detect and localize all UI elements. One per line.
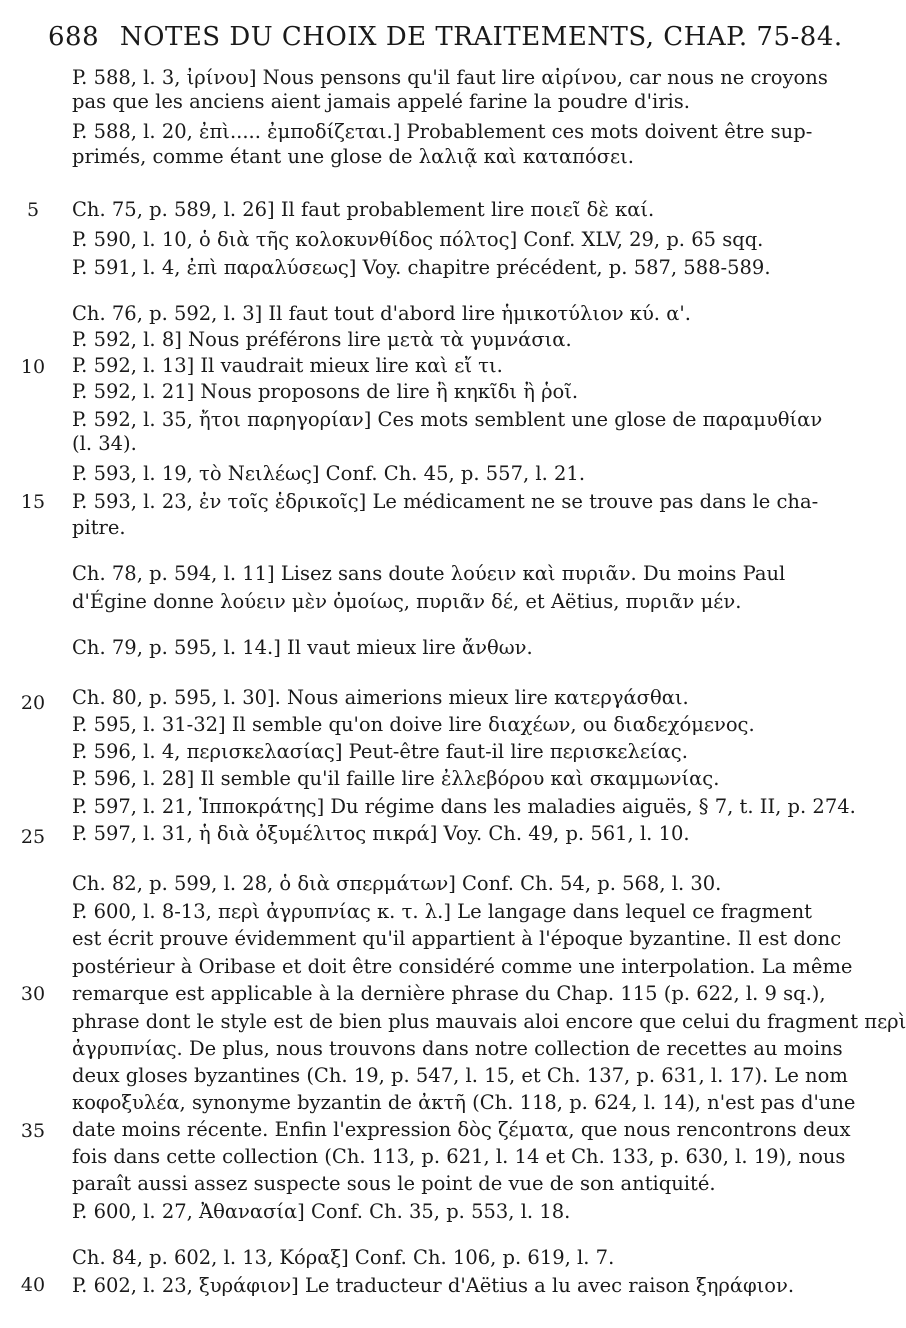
text-line: P. 597, l. 31, ἡ διὰ ὀξυμέλιτος πικρά] Voy. Ch. 49, p. 561, l. 10. xyxy=(72,822,690,845)
margin-line-number: 20 xyxy=(20,692,46,714)
margin-line-number: 5 xyxy=(26,199,40,221)
text-line: ἀγρυπνίας. De plus, nous trouvons dans notre collection de recettes au moins xyxy=(72,1037,843,1060)
text-line: κοφοξυλέα, synonyme byzantin de ἀκτῆ (Ch. 118, p. 624, l. 14), n'est pas d'une xyxy=(72,1091,856,1114)
margin-line-number: 30 xyxy=(20,983,46,1005)
text-line: remarque est applicable à la dernière phrase du Chap. 115 (p. 622, l. 9 sq.), xyxy=(72,982,826,1005)
text-line: Ch. 76, p. 592, l. 3] Il faut tout d'abord lire ἡμικοτύλιον κύ. α'. xyxy=(72,302,691,325)
text-line: P. 592, l. 13] Il vaudrait mieux lire καὶ εἴ τι. xyxy=(72,354,503,377)
text-line: deux gloses byzantines (Ch. 19, p. 547, l. 15, et Ch. 137, p. 631, l. 17). Le nom xyxy=(72,1064,848,1087)
running-header xyxy=(48,22,843,52)
text-line: pitre. xyxy=(72,516,126,539)
text-line: P. 593, l. 19, τὸ Νειλέως] Conf. Ch. 45, p. 557, l. 21. xyxy=(72,462,586,485)
text-line: P. 595, l. 31-32] Il semble qu'on doive lire διαχέων, ou διαδεχόμενος. xyxy=(72,713,755,736)
text-line: P. 600, l. 8-13, περὶ ἀγρυπνίας κ. τ. λ.] Le langage dans lequel ce fragment xyxy=(72,900,812,923)
margin-line-number: 15 xyxy=(20,491,46,513)
text-line: Ch. 84, p. 602, l. 13, Κόραξ] Conf. Ch. 106, p. 619, l. 7. xyxy=(72,1246,615,1269)
text-line: est écrit prouve évidemment qu'il appartient à l'époque byzantine. Il est donc xyxy=(72,927,842,950)
text-line: pas que les anciens aient jamais appelé farine la poudre d'iris. xyxy=(72,90,690,113)
text-line: fois dans cette collection (Ch. 113, p. 621, l. 14 et Ch. 133, p. 630, l. 19), nous xyxy=(72,1145,846,1168)
margin-line-number: 10 xyxy=(20,356,46,378)
text-line: phrase dont le style est de bien plus mauvais aloi encore que celui du fragment περὶ xyxy=(72,1010,906,1033)
running-title: NOTES DU CHOIX DE TRAITEMENTS, CHAP. 75-84. xyxy=(119,22,843,52)
text-line: P. 602, l. 23, ξυράφιον] Le traducteur d'Aëtius a lu avec raison ξηράφιον. xyxy=(72,1274,795,1297)
text-line: date moins récente. Enfin l'expression δὸς ζέματα, que nous rencontrons deux xyxy=(72,1118,851,1141)
text-line: P. 590, l. 10, ὁ διὰ τῆς κολοκυνθίδος πόλτος] Conf. XLV, 29, p. 65 sqq. xyxy=(72,228,764,251)
text-line: P. 596, l. 28] Il semble qu'il faille lire ἐλλεβόρου καὶ σκαμμωνίας. xyxy=(72,767,720,790)
margin-line-number: 40 xyxy=(20,1274,46,1296)
margin-line-number: 35 xyxy=(20,1120,46,1142)
text-line: P. 592, l. 35, ἤτοι παρηγορίαν] Ces mots semblent une glose de παραμυθίαν xyxy=(72,408,823,431)
text-line: Ch. 80, p. 595, l. 30]. Nous aimerions mieux lire κατεργάσθαι. xyxy=(72,686,689,709)
text-line: primés, comme étant une glose de λαλιᾷ καὶ καταπόσει. xyxy=(72,145,634,168)
text-line: P. 593, l. 23, ἐν τοῖς ἑδρικοῖς] Le médicament ne se trouve pas dans le cha- xyxy=(72,490,819,513)
text-line: Ch. 82, p. 599, l. 28, ὁ διὰ σπερμάτων] Conf. Ch. 54, p. 568, l. 30. xyxy=(72,872,722,895)
text-line: Ch. 78, p. 594, l. 11] Lisez sans doute λούειν καὶ πυριᾶν. Du moins Paul xyxy=(72,562,786,585)
text-line: Ch. 79, p. 595, l. 14.] Il vaut mieux lire ἄνθων. xyxy=(72,636,533,659)
text-line: P. 600, l. 27, Ἀθανασία] Conf. Ch. 35, p. 553, l. 18. xyxy=(72,1200,571,1223)
text-line: P. 596, l. 4, περισκελασίας] Peut-être faut-il lire περισκελείας. xyxy=(72,740,688,763)
text-line: Ch. 75, p. 589, l. 26] Il faut probablement lire ποιεῖ δὲ καί. xyxy=(72,198,655,221)
text-line: P. 588, l. 20, ἐπὶ..... ἐμποδίζεται.] Probablement ces mots doivent être sup- xyxy=(72,120,813,143)
text-line: P. 588, l. 3, ἰρίνου] Nous pensons qu'il faut lire αἰρίνου, car nous ne croyons xyxy=(72,66,828,89)
text-line: postérieur à Oribase et doit être considéré comme une interpolation. La même xyxy=(72,955,853,978)
text-line: P. 592, l. 8] Nous préférons lire μετὰ τὰ γυμνάσια. xyxy=(72,328,572,351)
text-line: P. 591, l. 4, ἐπὶ παραλύσεως] Voy. chapitre précédent, p. 587, 588-589. xyxy=(72,256,771,279)
text-line: P. 592, l. 21] Nous proposons de lire ἢ κηκῖδι ἢ ῥοῖ. xyxy=(72,380,579,403)
text-line: P. 597, l. 21, Ἱπποκράτης] Du régime dans les maladies aiguës, § 7, t. II, p. 274. xyxy=(72,795,856,818)
text-line: d'Égine donne λούειν μὲν ὁμοίως, πυριᾶν δέ, et Aëtius, πυριᾶν μέν. xyxy=(72,590,742,613)
text-line: paraît aussi assez suspecte sous le point de vue de son antiquité. xyxy=(72,1172,716,1195)
margin-line-number: 25 xyxy=(20,826,46,848)
page-number: 688 xyxy=(48,22,100,52)
text-line: (l. 34). xyxy=(72,432,137,455)
